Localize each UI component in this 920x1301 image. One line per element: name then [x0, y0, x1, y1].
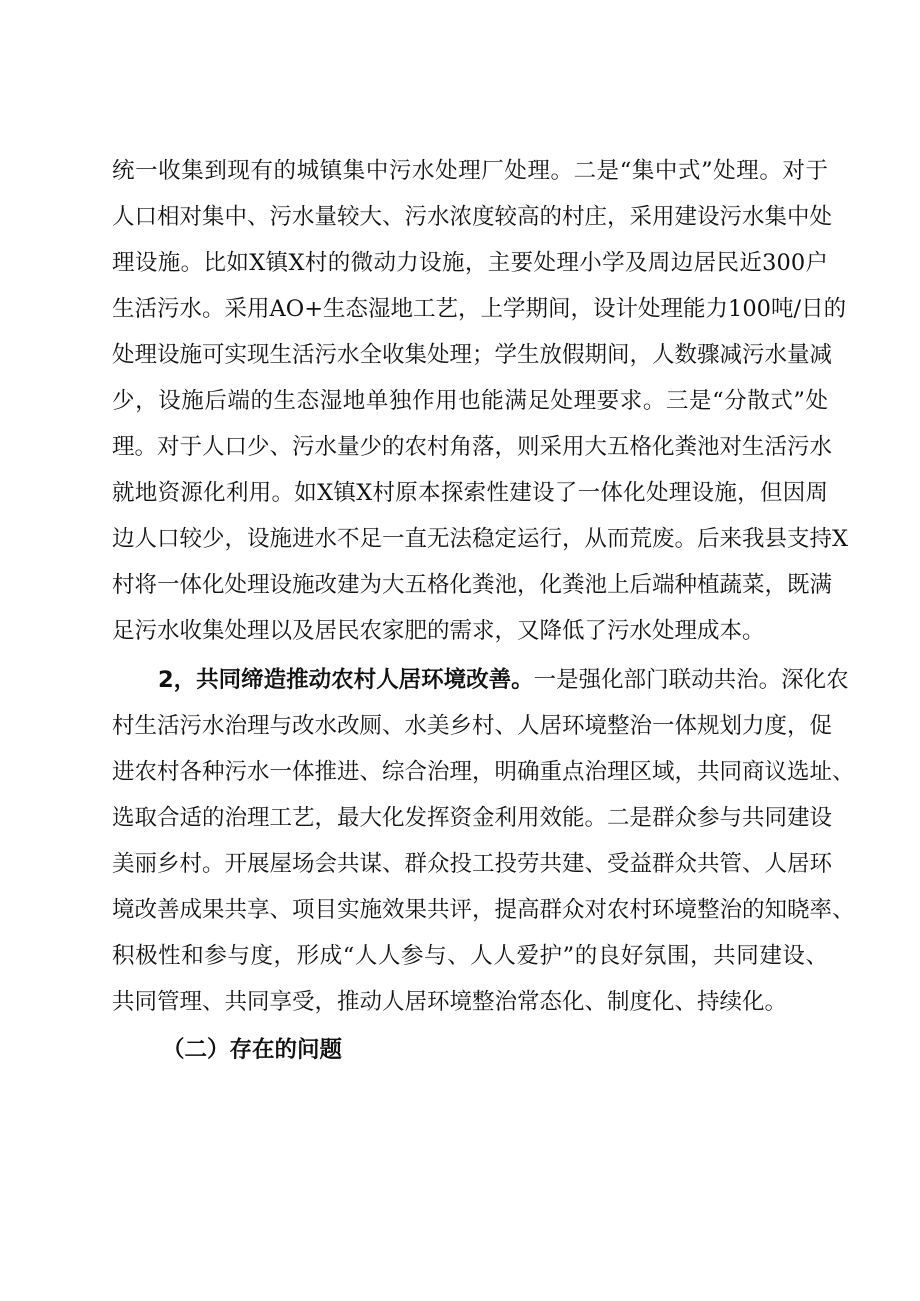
paragraph-line: 积极性和参与度，形成“人人参与、人人爱护”的良好氛围，共同建设、	[112, 943, 828, 969]
paragraph-line: 就地资源化利用。如X镇X村原本探索性建设了一体化处理设施，但因周	[112, 480, 828, 506]
paragraph-line: 共同管理、共同享受，推动人居环境整治常态化、制度化、持续化。	[112, 989, 788, 1015]
paragraph-line: 理。对于人口少、污水量少的农村角落，则采用大五格化粪池对生活污水	[112, 434, 833, 460]
paragraph-line: 美丽乡村。开展屋场会共谋、群众投工投劳共建、受益群众共管、人居环	[112, 851, 833, 877]
section-heading: （二）存在的问题	[162, 1037, 343, 1063]
paragraph-line: 生活污水。采用AO+生态湿地工艺，上学期间，设计处理能力100吨/日的	[112, 296, 847, 322]
paragraph-line: 村将一体化处理设施改建为大五格化粪池，化粪池上后端种植蔬菜，既满	[112, 572, 833, 598]
paragraph-line: 足污水收集处理以及居民农家肥的需求，又降低了污水处理成本。	[112, 618, 765, 644]
paragraph-line: 理设施。比如X镇X村的微动力设施，主要处理小学及周边居民近300户	[112, 250, 828, 276]
paragraph-line: 选取合适的治理工艺，最大化发挥资金利用效能。二是群众参与共同建设	[112, 805, 833, 831]
paragraph-first-line	[158, 665, 849, 695]
paragraph-line: 境改善成果共享、项目实施效果共评，提高群众对农村环境整治的知晓率、	[112, 897, 855, 923]
paragraph-line: 处理设施可实现生活污水全收集处理；学生放假期间，人数骤减污水量减	[112, 342, 833, 368]
paragraph-line: 村生活污水治理与改水改厕、水美乡村、人居环境整治一体规划力度，促	[112, 713, 833, 739]
paragraph-lead-bold: 2，共同缔造推动农村人居环境改善。	[158, 667, 534, 693]
paragraph-line: 边人口较少，设施进水不足一直无法稳定运行，从而荒废。后来我县支持X	[112, 526, 849, 552]
paragraph-line: 统一收集到现有的城镇集中污水处理厂处理。二是“集中式”处理。对于	[112, 158, 828, 184]
paragraph-first-line-text: 一是强化部门联动共治。深化农	[533, 667, 849, 693]
paragraph-line: 人口相对集中、污水量较大、污水浓度较高的村庄，采用建设污水集中处	[112, 204, 833, 230]
paragraph-line: 少，设施后端的生态湿地单独作用也能满足处理要求。三是“分散式”处	[112, 388, 828, 414]
paragraph-line: 进农村各种污水一体推进、综合治理，明确重点治理区域，共同商议选址、	[112, 759, 855, 785]
